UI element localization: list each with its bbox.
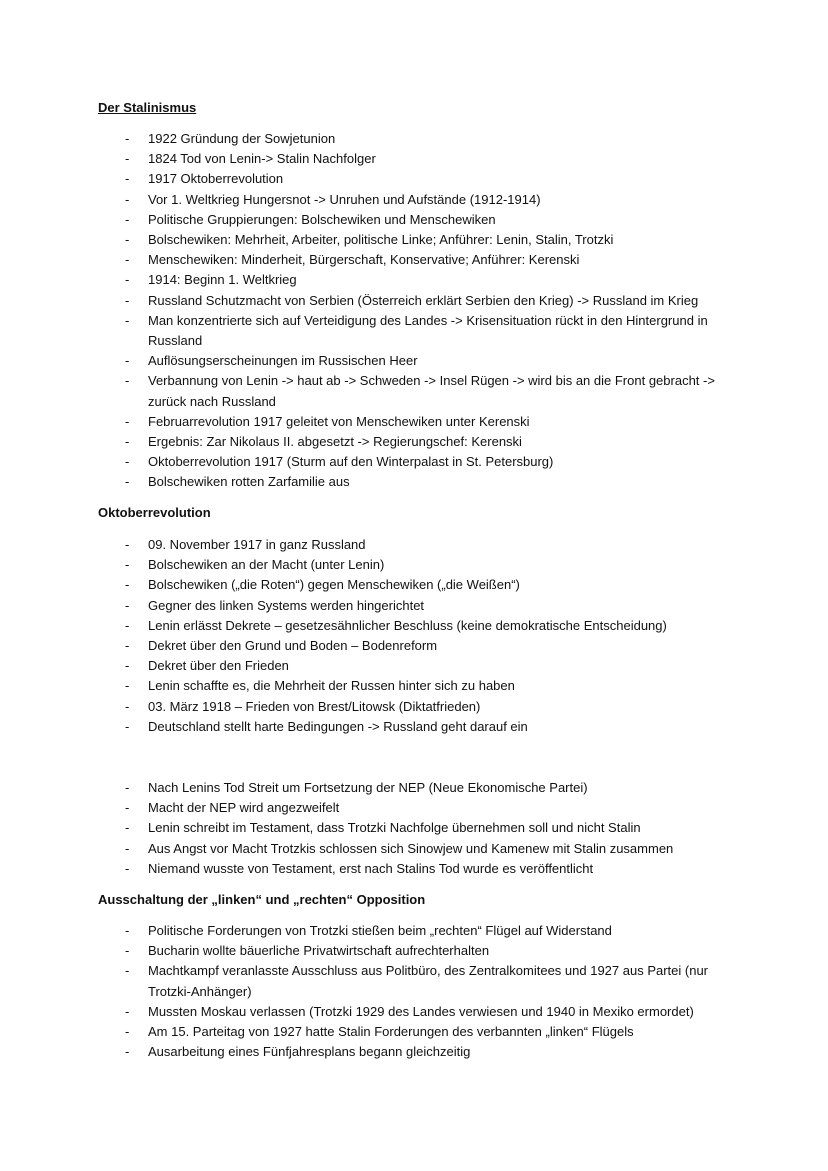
dash-bullet-icon: - [125,312,130,328]
list-item-text: Nach Lenins Tod Streit um Fortsetzung der NEP (Neue Ekonomische Partei) [148,780,588,795]
list-item-text: Politische Forderungen von Trotzki stießen beim „rechten“ Flügel auf Widerstand [148,923,612,938]
list-item-text: Bolschewiken an der Macht (unter Lenin) [148,557,385,573]
list-item-text: Menschewiken: Minderheit, Bürgerschaft, Konservative; Anführer: Kerenski [148,252,580,268]
dash-bullet-icon: - [125,252,130,268]
dash-bullet-icon: - [125,597,130,613]
list-item [98,351,738,371]
dash-bullet-icon: - [125,678,130,694]
dash-bullet-icon: - [125,413,130,429]
dash-bullet-icon: - [125,923,130,938]
list-item-text: Bolschewiken („die Roten“) gegen Menschewiken („die Weißen“) [148,577,520,593]
list-item-text: 03. März 1918 – Frieden von Brest/Litowsk (Diktatfrieden) [148,698,481,714]
dash-bullet-icon: - [125,211,130,227]
list-item [98,961,738,1001]
list-item [98,250,738,270]
list-item-text: Lenin erlässt Dekrete – gesetzesähnlicher Beschluss (keine demokratische Entscheidung) [148,617,667,633]
list-item [98,616,738,636]
dash-bullet-icon: - [125,454,130,470]
list-item-text: Vor 1. Weltkrieg Hungersnot -> Unruhen und Aufstände (1912-1914) [148,191,541,207]
dash-bullet-icon: - [125,151,130,167]
dash-bullet-icon: - [125,963,130,979]
list-item [98,291,738,311]
list-item-text: Macht der NEP wird angezweifelt [148,800,340,816]
dash-bullet-icon: - [125,434,130,450]
list-item [98,535,738,555]
dash-bullet-icon: - [125,171,130,187]
list-item-text: Bolschewiken: Mehrheit, Arbeiter, politische Linke; Anführer: Lenin, Stalin, Trotzki [148,232,614,248]
list-item-text: 1922 Gründung der Sowjetunion [148,131,336,146]
list-item [98,1022,738,1042]
list-item-text: Oktoberrevolution 1917 (Sturm auf den Winterpalast in St. Petersburg) [148,454,554,470]
dash-bullet-icon: - [125,800,130,816]
dash-bullet-icon: - [125,474,130,490]
list-item [98,839,738,859]
list-item-text: Ausarbeitung eines Fünfjahresplans begann gleichzeitig [148,1044,471,1060]
dash-bullet-icon: - [125,780,130,795]
list-item [98,432,738,452]
dash-bullet-icon: - [125,860,130,876]
list-item [98,859,738,879]
list-item-text: Dekret über den Frieden [148,658,289,674]
list-item [98,452,738,472]
bullet-list [98,129,758,493]
dash-bullet-icon: - [125,1044,130,1060]
list-item-text: Bucharin wollte bäuerliche Privatwirtschaft aufrechterhalten [148,943,490,959]
list-item [98,656,738,676]
dash-bullet-icon: - [125,820,130,836]
list-item-text: Machtkampf veranlasste Ausschluss aus Politbüro, des Zentralkomitees und 1927 aus Partei (nur Trotzki-Anhänger) [148,963,709,999]
bullet-list [98,778,758,879]
list-item-text: 09. November 1917 in ganz Russland [148,537,366,552]
dash-bullet-icon: - [125,1024,130,1040]
dash-bullet-icon: - [125,658,130,674]
list-item [98,818,738,838]
dash-bullet-icon: - [125,232,130,248]
list-item [98,697,738,717]
section-heading: Der Stalinismus [98,100,197,115]
list-item [98,129,738,149]
list-item-text: Mussten Moskau verlassen (Trotzki 1929 des Landes verwiesen und 1940 in Mexiko ermordet) [148,1003,694,1019]
dash-bullet-icon: - [125,638,130,654]
list-item-text: 1917 Oktoberrevolution [148,171,284,187]
dash-bullet-icon: - [125,191,130,207]
list-item [98,1042,738,1062]
dash-bullet-icon: - [125,537,130,552]
dash-bullet-icon: - [125,617,130,633]
dash-bullet-icon: - [125,698,130,714]
dash-bullet-icon: - [125,1003,130,1019]
bullet-list [98,535,758,737]
list-item [98,230,738,250]
list-item [98,596,738,616]
list-item [98,921,738,941]
list-item-text: Niemand wusste von Testament, erst nach Stalins Tod wurde es veröffentlicht [148,860,594,876]
list-item-text: Dekret über den Grund und Boden – Bodenreform [148,638,438,654]
dash-bullet-icon: - [125,943,130,959]
list-item-text: Deutschland stellt harte Bedingungen -> Russland geht darauf ein [148,718,528,734]
list-item-text: Am 15. Parteitag von 1927 hatte Stalin Forderungen des verbannten „linken“ Flügels [148,1024,634,1040]
list-item-text: Februarrevolution 1917 geleitet von Menschewiken unter Kerenski [148,413,530,429]
list-item-text: Ergebnis: Zar Nikolaus II. abgesetzt -> Regierungschef: Kerenski [148,434,522,450]
dash-bullet-icon: - [125,272,130,288]
list-item [98,149,738,169]
list-item-text: Gegner des linken Systems werden hingerichtet [148,597,425,613]
list-item [98,169,738,189]
list-item-text: 1914: Beginn 1. Weltkrieg [148,272,297,288]
list-item [98,1002,738,1022]
list-item [98,472,738,492]
dash-bullet-icon: - [125,718,130,734]
list-item [98,555,738,575]
list-item-text: Lenin schaffte es, die Mehrheit der Russen hinter sich zu haben [148,678,515,694]
dash-bullet-icon: - [125,840,130,856]
list-item [98,311,738,351]
list-item-text: Bolschewiken rotten Zarfamilie aus [148,474,350,490]
list-item [98,371,738,411]
list-item-text: Politische Gruppierungen: Bolschewiken und Menschewiken [148,211,496,227]
list-item [98,798,738,818]
list-item-text: 1824 Tod von Lenin-> Stalin Nachfolger [148,151,376,167]
list-item [98,778,738,798]
list-item [98,270,738,290]
section-heading: Oktoberrevolution [98,505,211,520]
list-item [98,941,738,961]
dash-bullet-icon: - [125,557,130,573]
list-item-text: Auflösungserscheinungen im Russischen Heer [148,353,418,369]
list-item-text: Lenin schreibt im Testament, dass Trotzki Nachfolge übernehmen soll und nicht Stalin [148,820,641,836]
list-item-text: Russland Schutzmacht von Serbien (Österreich erklärt Serbien den Krieg) -> Russland im Krieg [148,292,699,308]
list-item [98,676,738,696]
dash-bullet-icon: - [125,373,130,389]
section-heading: Ausschaltung der „linken“ und „rechten“ Opposition [98,892,426,907]
list-item [98,575,738,595]
list-item [98,190,738,210]
list-item [98,210,738,230]
dash-bullet-icon: - [125,577,130,593]
list-item [98,412,738,432]
list-item-text: Aus Angst vor Macht Trotzkis schlossen sich Sinowjew und Kamenew mit Stalin zusammen [148,840,674,856]
dash-bullet-icon: - [125,131,130,146]
list-item-text: Man konzentrierte sich auf Verteidigung des Landes -> Krisensituation rückt in den Hintergrund in Russland [148,312,708,349]
bullet-list [98,921,758,1062]
dash-bullet-icon: - [125,292,130,308]
list-item-text: Verbannung von Lenin -> haut ab -> Schweden -> Insel Rügen -> wird bis an die Front gebracht -> zurück nach Russland [148,373,715,409]
list-item [98,717,738,737]
dash-bullet-icon: - [125,353,130,369]
list-item [98,636,738,656]
